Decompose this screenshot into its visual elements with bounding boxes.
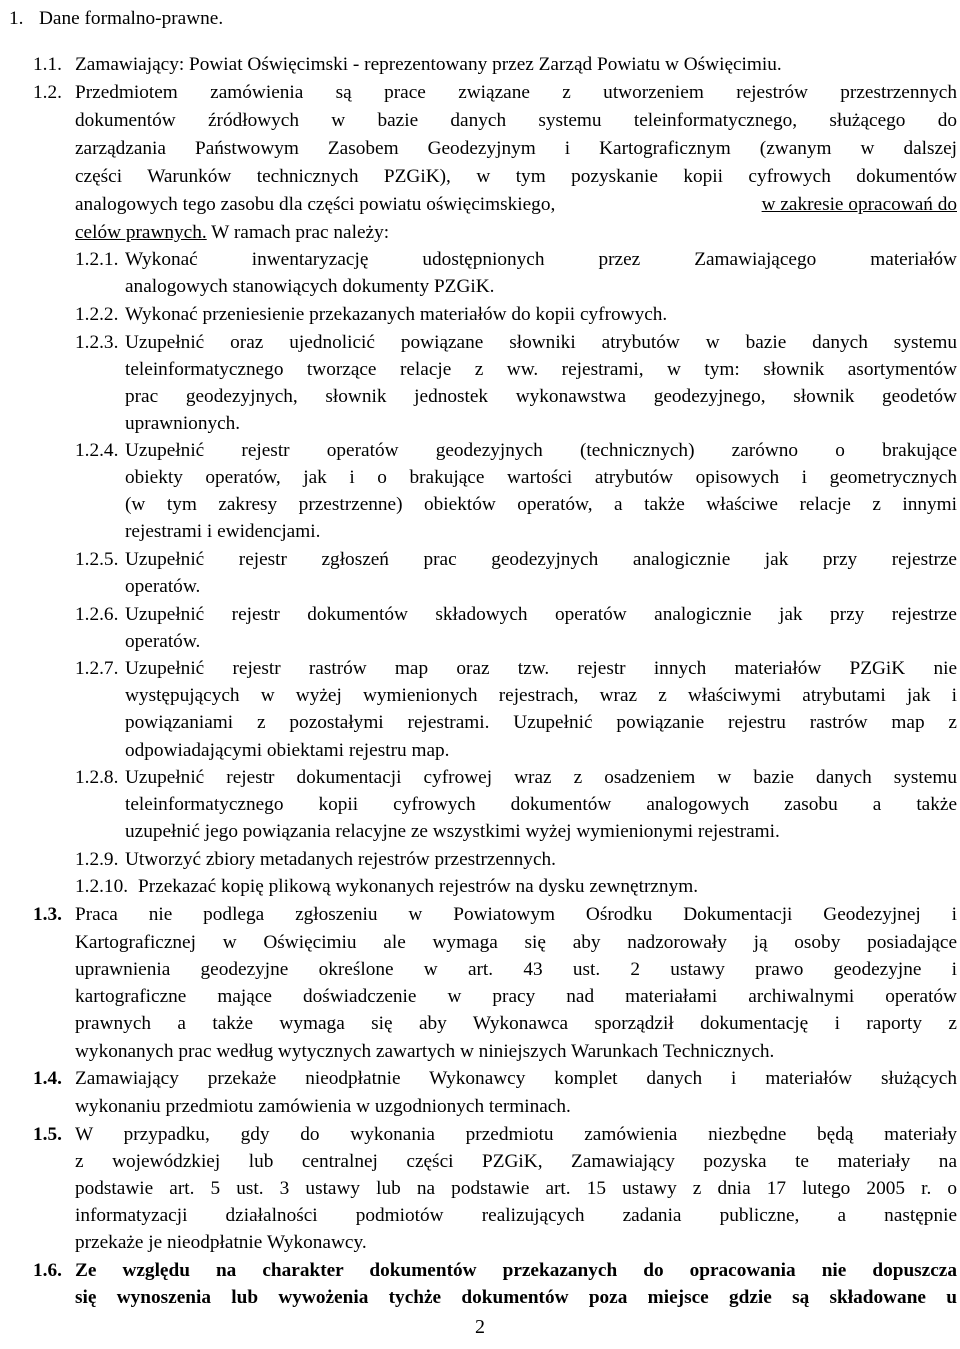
item-line: uprawnionych. <box>125 413 241 434</box>
item-line: Uzupełnić rejestr zgłoszeń prac geodezyjnych analogicznie jak przy rejestrze <box>125 549 957 570</box>
item-line: rejestrami i ewidencjami. <box>125 521 321 542</box>
paragraph-line: uprawnienia geodezyjne określone w art. 43 ust. 2 ustawy prawo geodezyjne i <box>75 959 957 980</box>
paragraph-line: się wynoszenia lub wywożenia tychże dokumentów poza miejsce gdzie są składowane u <box>75 1287 957 1308</box>
paragraph-line-text: W ramach prac należy: <box>206 222 390 243</box>
paragraph-line-text: analogowych tego zasobu dla części powiatu oświęcimskiego, <box>75 194 556 215</box>
paragraph-1-1-text: Zamawiający: Powiat Oświęcimski - reprezentowany przez Zarząd Powiatu w Oświęcimiu. <box>75 54 782 75</box>
item-line: Uzupełnić rejestr dokumentacji cyfrowej wraz z osadzeniem w bazie danych systemu <box>125 767 957 788</box>
paragraph-line: prawnych a także wymaga się aby Wykonawca sporządził dokumentację i raporty z <box>75 1013 957 1034</box>
underlined-text: celów prawnych. <box>75 222 207 243</box>
paragraph-line: Kartograficznej w Oświęcimiu ale wymaga się aby nadzorowały ją osoby posiadające <box>75 932 957 953</box>
item-line: Uzupełnić rejestr dokumentów składowych operatów analogicznie jak przy rejestrze <box>125 604 957 625</box>
paragraph-line: części Warunków technicznych PZGiK), w tym pozyskanie kopii cyfrowych dokumentów <box>75 166 957 187</box>
item-line: Przekazać kopię plikową wykonanych rejestrów na dysku zewnętrznym. <box>138 876 699 897</box>
paragraph-line: dokumentów źródłowych w bazie danych systemu teleinformatycznego, służącego do <box>75 110 957 131</box>
paragraph-line: wykonanych prac według wytycznych zawartych w niniejszych Warunkach Technicznych. <box>75 1041 775 1062</box>
paragraph-line: zarządzania Państwowym Zasobem Geodezyjnym i Kartograficznym (zwanym w dalszej <box>75 138 957 159</box>
paragraph-line: Zamawiający przekaże nieodpłatnie Wykonawcy komplet danych i materiałów służących <box>75 1068 957 1089</box>
item-number: 1.2.5. <box>75 549 119 570</box>
item-line: teleinformatycznego kopii cyfrowych dokumentów analogowych zasobu a także <box>125 794 957 815</box>
item-number: 1.2.3. <box>75 332 119 353</box>
item-line: Uzupełnić rejestr rastrów map oraz tzw. rejestr innych materiałów PZGiK nie <box>125 658 957 679</box>
item-number: 1.2.7. <box>75 658 119 679</box>
section-number: 1. <box>9 8 24 29</box>
paragraph-number-1-6: 1.6. <box>33 1260 62 1281</box>
item-number: 1.2.4. <box>75 440 119 461</box>
paragraph-line <box>75 219 389 246</box>
paragraph-line: W przypadku, gdy do wykonania przedmiotu zamówienia niezbędne będą materiały <box>75 1124 957 1145</box>
paragraph-line: Ze względu na charakter dokumentów przekazanych do opracowania nie dopuszcza <box>75 1260 957 1281</box>
item-number: 1.2.1. <box>75 249 119 270</box>
paragraph-line: Przedmiotem zamówienia są prace związane z utworzeniem rejestrów przestrzennych <box>75 82 957 103</box>
paragraph-line: podstawie art. 5 ust. 3 ustawy lub na podstawie art. 15 ustawy z dnia 17 lutego 2005 r. o <box>75 1178 957 1199</box>
item-line: (w tym zakresy przestrzenne) obiektów operatów, a także właściwe relacje z innymi <box>125 494 957 515</box>
item-line: obiekty operatów, jak i o brakujące wartości atrybutów opisowych i geometrycznych <box>125 467 957 488</box>
paragraph-number-1-1: 1.1. <box>33 54 62 75</box>
paragraph-number-1-3: 1.3. <box>33 904 62 925</box>
item-number: 1.2.2. <box>75 304 119 325</box>
item-line: Wykonać przeniesienie przekazanych materiałów do kopii cyfrowych. <box>125 304 668 325</box>
item-number: 1.2.8. <box>75 767 119 788</box>
section-title: Dane formalno-prawne. <box>39 8 224 29</box>
item-number: 1.2.6. <box>75 604 119 625</box>
item-line: powiązaniami z pozostałymi rejestrami. Uzupełnić powiązanie rejestru rastrów map z <box>125 712 957 733</box>
item-line: Utworzyć zbiory metadanych rejestrów przestrzennych. <box>125 849 556 870</box>
item-line: występujących w wyżej wymienionych rejestrach, wraz z właściwymi atrybutami jak i <box>125 685 957 706</box>
item-line: operatów. <box>125 576 201 597</box>
paragraph-line: informatyzacji działalności podmiotów realizujących zadania publiczne, a następnie <box>75 1205 957 1226</box>
item-line: analogowych stanowiących dokumenty PZGiK. <box>125 276 495 297</box>
item-line: Uzupełnić rejestr operatów geodezyjnych (technicznych) zarówno o brakujące <box>125 440 957 461</box>
item-number: 1.2.10. <box>75 876 129 897</box>
item-line: uzupełnić jego powiązania relacyjne ze wszystkimi wyżej wymienionymi rejestrami. <box>125 821 780 842</box>
paragraph-line: przekaże je nieodpłatnie Wykonawcy. <box>75 1232 367 1253</box>
paragraph-line: kartograficzne mające doświadczenie w pracy nad materiałami archiwalnymi operatów <box>75 986 957 1007</box>
paragraph-line: z wojewódzkiej lub centralnej części PZGiK, Zamawiający pozyska te materiały na <box>75 1151 957 1172</box>
underlined-text: w zakresie opracowań do <box>761 194 957 215</box>
paragraph-line: Praca nie podlega zgłoszeniu w Powiatowym Ośrodku Dokumentacji Geodezyjnej i <box>75 904 957 925</box>
item-line: odpowiadającymi obiektami rejestru map. <box>125 740 450 761</box>
item-line: teleinformatycznego tworzące relacje z ww. rejestrami, w tym: słownik asortymentów <box>125 359 957 380</box>
item-line: operatów. <box>125 631 201 652</box>
item-number: 1.2.9. <box>75 849 119 870</box>
paragraph-line: wykonaniu przedmiotu zamówienia w uzgodnionych terminach. <box>75 1096 571 1117</box>
paragraph-number-1-5: 1.5. <box>33 1124 62 1145</box>
paragraph-number-1-4: 1.4. <box>33 1068 62 1089</box>
paragraph-line <box>75 191 957 218</box>
page-number: 2 <box>475 1316 485 1338</box>
item-line: prac geodezyjnych, słownik jednostek wykonawstwa geodezyjnego, słownik geodetów <box>125 386 957 407</box>
paragraph-number-1-2: 1.2. <box>33 82 62 103</box>
item-line: Wykonać inwentaryzację udostępnionych przez Zamawiającego materiałów <box>125 249 957 270</box>
item-line: Uzupełnić oraz ujednolicić powiązane słowniki atrybutów w bazie danych systemu <box>125 332 957 353</box>
